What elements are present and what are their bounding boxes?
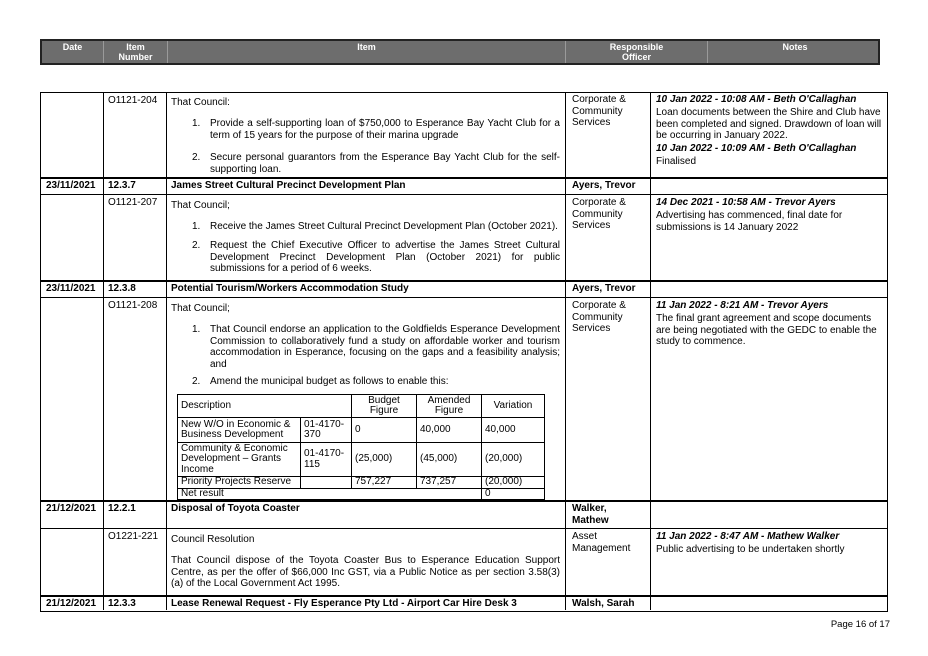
variation: 40,000 — [482, 418, 545, 443]
responsible-officer: Corporate & Community Services — [572, 300, 626, 334]
item-code: O1121-208 — [108, 300, 158, 311]
row-border — [40, 500, 888, 502]
meeting-date: 21/12/2021 — [46, 503, 97, 514]
list-number: 1. — [192, 118, 201, 129]
budget-desc: Priority Projects Reserve — [178, 477, 301, 489]
header-responsible-officer: Responsible Officer — [566, 41, 708, 63]
budget-col-description: Description — [178, 395, 352, 418]
row-border — [40, 280, 888, 282]
resolution-body: That Council dispose of the Toyota Coaster Bus to Esperance Education Support Centre, as per the offer of $66,000 Inc GST, via a Public Notice as per section 3.58(3)(a) of the Local Government Act 1995. — [171, 555, 560, 589]
list-number: 2. — [192, 152, 201, 163]
note-body: Public advertising to be undertaken shortly — [656, 544, 845, 555]
budget-account: 01-4170-115 — [301, 443, 352, 477]
note-body: Advertising has commenced, final date for submissions is 14 January 2022 — [656, 210, 843, 233]
budget-figure: (25,000) — [352, 443, 417, 477]
budget-col-amended: Amended Figure — [417, 395, 482, 418]
note-heading: 10 Jan 2022 - 10:09 AM - Beth O'Callaghan — [656, 143, 857, 154]
row-border — [40, 528, 888, 529]
officer-name: Walker, Mathew — [572, 503, 609, 526]
list-number: 1. — [192, 221, 201, 232]
meeting-date: 21/12/2021 — [46, 598, 97, 609]
budget-account — [301, 477, 352, 489]
item-number: 12.3.7 — [108, 180, 136, 191]
variation: (20,000) — [482, 477, 545, 489]
row-border — [40, 595, 888, 597]
resolution-point: That Council endorse an application to the Goldfields Esperance Development Commission to collaboratively fund a study on affordable worker and tourism accommodation in Esperance, focusing on the gaps and a feasibility analysis; and — [210, 324, 560, 370]
budget-figure: 757,227 — [352, 477, 417, 489]
header-notes: Notes — [782, 42, 808, 52]
page-number: Page 16 of 17 — [830, 619, 890, 630]
budget-desc: New W/O in Economic & Business Development — [178, 418, 301, 443]
resolution-point: Amend the municipal budget as follows to enable this: — [210, 376, 449, 387]
budget-col-budget: Budget Figure — [352, 395, 417, 418]
amended-figure: (45,000) — [417, 443, 482, 477]
column-header-bar — [40, 39, 880, 65]
budget-desc: Net result — [178, 488, 482, 500]
meeting-date: 23/11/2021 — [46, 180, 96, 191]
meeting-date: 23/11/2021 — [46, 283, 96, 294]
list-number: 2. — [192, 240, 201, 251]
budget-col-variation: Variation — [482, 395, 545, 418]
header-item-number: Item Number — [104, 41, 168, 63]
col-divider — [565, 92, 566, 610]
item-number: 12.3.3 — [108, 598, 136, 609]
note-heading: 11 Jan 2022 - 8:21 AM - Trevor Ayers — [656, 300, 829, 311]
resolution-point: Provide a self-supporting loan of $750,000 to Esperance Bay Yacht Club for a term of 15 years for the purpose of their marina upgrade — [210, 118, 560, 141]
row-border — [40, 194, 888, 195]
row-border — [40, 177, 888, 179]
row-border — [40, 297, 888, 298]
resolution-point: Receive the James Street Cultural Precinct Development Plan (October 2021). — [210, 221, 558, 232]
responsible-officer: Corporate & Community Services — [572, 197, 626, 231]
resolution-point: Request the Chief Executive Officer to advertise the James Street Cultural Development Precinct Development Plan (October 2021) for public submissions for a period of 6 weeks. — [210, 240, 560, 274]
amended-figure: 40,000 — [417, 418, 482, 443]
item-number: 12.2.1 — [108, 503, 136, 514]
officer-name: Walsh, Sarah — [572, 598, 635, 609]
budget-header-row — [178, 395, 545, 418]
item-code: O1121-207 — [108, 197, 158, 208]
header-date: Date — [42, 41, 104, 63]
variation: 0 — [482, 488, 545, 500]
item-title: Potential Tourism/Workers Accommodation Study — [171, 283, 409, 294]
col-divider — [166, 92, 167, 610]
row-border — [40, 92, 888, 93]
resolution-intro: That Council: — [171, 97, 230, 108]
item-title: James Street Cultural Precinct Development Plan — [171, 180, 406, 191]
item-number: 12.3.8 — [108, 283, 136, 294]
budget-desc: Community & Economic Development – Grants Income — [178, 443, 301, 477]
officer-name: Ayers, Trevor — [572, 283, 636, 294]
list-number: 2. — [192, 376, 201, 387]
responsible-officer: Corporate & Community Services — [572, 94, 626, 128]
budget-table — [177, 394, 545, 500]
budget-figure: 0 — [352, 418, 417, 443]
col-divider — [103, 92, 104, 610]
resolution-intro: That Council; — [171, 303, 230, 314]
budget-row — [178, 477, 545, 489]
row-border — [40, 611, 888, 612]
resolution-point: Secure personal guarantors from the Esperance Bay Yacht Club for the self-supporting loan. — [210, 152, 560, 175]
amended-figure: 737,257 — [417, 477, 482, 489]
note-heading: 11 Jan 2022 - 8:47 AM - Mathew Walker — [656, 531, 840, 542]
note-body: Loan documents between the Shire and Club have been completed and signed. Drawdown of loan will be occurring in January 2022. — [656, 107, 882, 141]
variation: (20,000) — [482, 443, 545, 477]
item-code: O1221-221 — [108, 531, 159, 542]
budget-row — [178, 418, 545, 443]
note-heading: 10 Jan 2022 - 10:08 AM - Beth O'Callaghan — [656, 94, 857, 105]
resolution-intro: Council Resolution — [171, 534, 255, 545]
note-body: Finalised — [656, 156, 697, 167]
resolution-intro: That Council; — [171, 200, 230, 211]
officer-name: Ayers, Trevor — [572, 180, 636, 191]
budget-account: 01-4170-370 — [301, 418, 352, 443]
col-divider — [650, 92, 651, 610]
budget-row — [178, 488, 545, 500]
note-heading: 14 Dec 2021 - 10:58 AM - Trevor Ayers — [656, 197, 836, 208]
list-number: 1. — [192, 324, 201, 335]
responsible-officer: Asset Management — [572, 531, 631, 554]
item-title: Lease Renewal Request - Fly Esperance Pty Ltd - Airport Car Hire Desk 3 — [171, 598, 517, 609]
note-body: The final grant agreement and scope documents are being negotiated with the GEDC to enable the study to commence. — [656, 313, 877, 347]
item-title: Disposal of Toyota Coaster — [171, 503, 300, 514]
item-code: O1121-204 — [108, 95, 158, 106]
header-item: Item — [168, 41, 566, 63]
budget-row — [178, 443, 545, 477]
